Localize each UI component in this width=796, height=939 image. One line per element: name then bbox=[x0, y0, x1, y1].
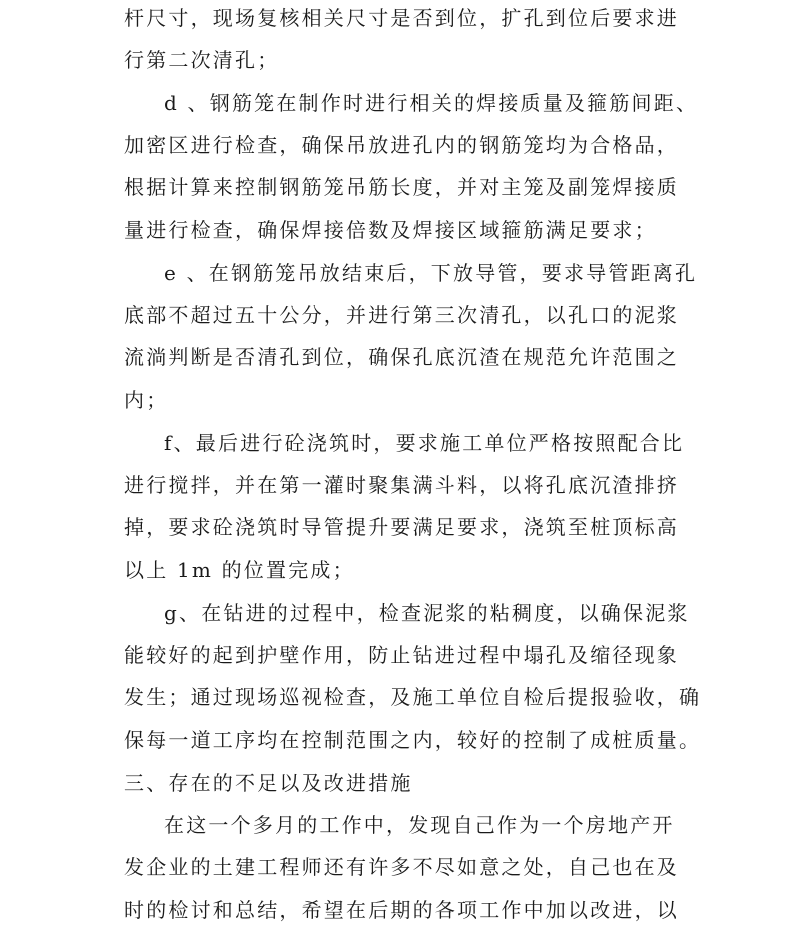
paragraph-g-start: g、在钻进的过程中，检查泥浆的粘稠度，以确保泥浆 bbox=[164, 601, 690, 625]
text-line: 进行搅拌，并在第一灌时聚集满斗料，以将孔底沉渣排挤 bbox=[124, 473, 679, 497]
text-line: 行第二次清孔； bbox=[124, 48, 280, 72]
text-line: 掉，要求砼浇筑时导管提升要满足要求，浇筑至桩顶标高 bbox=[124, 515, 679, 539]
text-line: 量进行检查，确保焊接倍数及焊接区域箍筋满足要求； bbox=[124, 218, 657, 242]
text-line: 时的检讨和总结，希望在后期的各项工作中加以改进，以 bbox=[124, 898, 679, 922]
text-line: 流淌判断是否清孔到位，确保孔底沉渣在规范允许范围之 bbox=[124, 345, 679, 369]
section-heading: 三、存在的不足以及改进措施 bbox=[124, 771, 413, 795]
paragraph-start: 在这一个多月的工作中，发现自己作为一个房地产开 bbox=[164, 813, 675, 837]
paragraph-f-start: f、最后进行砼浇筑时，要求施工单位严格按照配合比 bbox=[164, 431, 685, 455]
paragraph-e-start: e 、在钢筋笼吊放结束后，下放导管，要求导管距离孔 bbox=[164, 261, 698, 285]
text-line: 保每一道工序均在控制范围之内，较好的控制了成桩质量。 bbox=[124, 728, 702, 752]
text-line: 加密区进行检查，确保吊放进孔内的钢筋笼均为合格品， bbox=[124, 133, 679, 157]
text-line: 以上 1m 的位置完成； bbox=[124, 558, 355, 582]
text-line: 发企业的土建工程师还有许多不尽如意之处，自己也在及 bbox=[124, 855, 679, 879]
text-line: 根据计算来控制钢筋笼吊筋长度，并对主笼及副笼焊接质 bbox=[124, 175, 679, 199]
text-line: 底部不超过五十公分，并进行第三次清孔，以孔口的泥浆 bbox=[124, 303, 679, 327]
text-line: 杆尺寸，现场复核相关尺寸是否到位，扩孔到位后要求进 bbox=[124, 6, 679, 30]
paragraph-d-start: d 、钢筋笼在制作时进行相关的焊接质量及箍筋间距、 bbox=[164, 91, 699, 115]
text-line: 发生；通过现场巡视检查，及施工单位自检后提报验收，确 bbox=[124, 685, 702, 709]
text-line: 能较好的起到护壁作用，防止钻进过程中塌孔及缩径现象 bbox=[124, 643, 679, 667]
text-line: 内； bbox=[124, 388, 169, 412]
